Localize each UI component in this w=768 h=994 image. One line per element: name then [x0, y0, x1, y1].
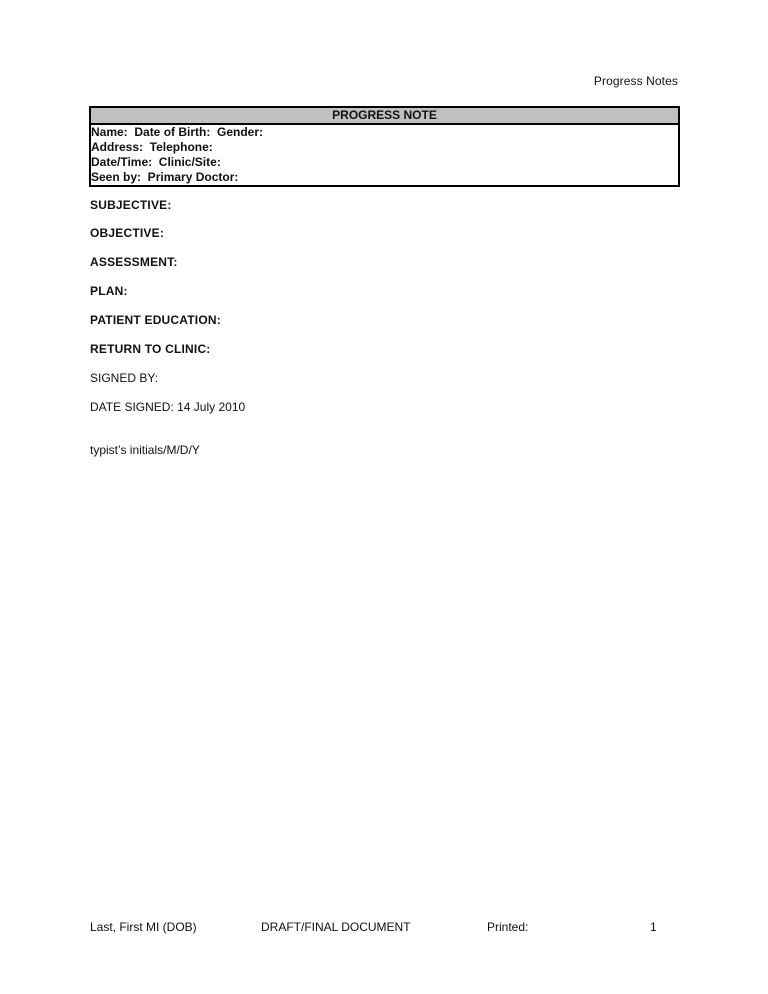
patient-info-box — [89, 106, 680, 187]
info-box-title: PROGRESS NOTE — [91, 108, 678, 125]
section-objective: OBJECTIVE: — [90, 226, 165, 240]
page-header: Progress Notes — [593, 74, 678, 88]
section-patient-education: PATIENT EDUCATION: — [90, 313, 221, 327]
signed-by-label: SIGNED BY: — [90, 371, 159, 385]
info-row-datetime: Date/Time: Clinic/Site: — [91, 155, 221, 169]
info-row-name: Name: Date of Birth: Gender: — [91, 125, 264, 139]
typist-initials: typist’s initials/M/D/Y — [90, 443, 200, 457]
info-row-seen-by: Seen by: Primary Doctor: — [91, 170, 239, 184]
section-assessment: ASSESSMENT: — [90, 255, 178, 269]
page-footer — [0, 920, 768, 936]
section-return-to-clinic: RETURN TO CLINIC: — [90, 342, 211, 356]
footer-printed-label: Printed: — [487, 920, 529, 934]
date-signed-label: DATE SIGNED: 14 July 2010 — [90, 400, 246, 414]
footer-document-status: DRAFT/FINAL DOCUMENT — [261, 920, 411, 934]
section-subjective: SUBJECTIVE: — [90, 198, 172, 212]
section-plan: PLAN: — [90, 284, 128, 298]
footer-page-number: 1 — [650, 920, 657, 934]
info-row-address: Address: Telephone: — [91, 140, 213, 154]
footer-patient-id: Last, First MI (DOB) — [90, 920, 197, 934]
